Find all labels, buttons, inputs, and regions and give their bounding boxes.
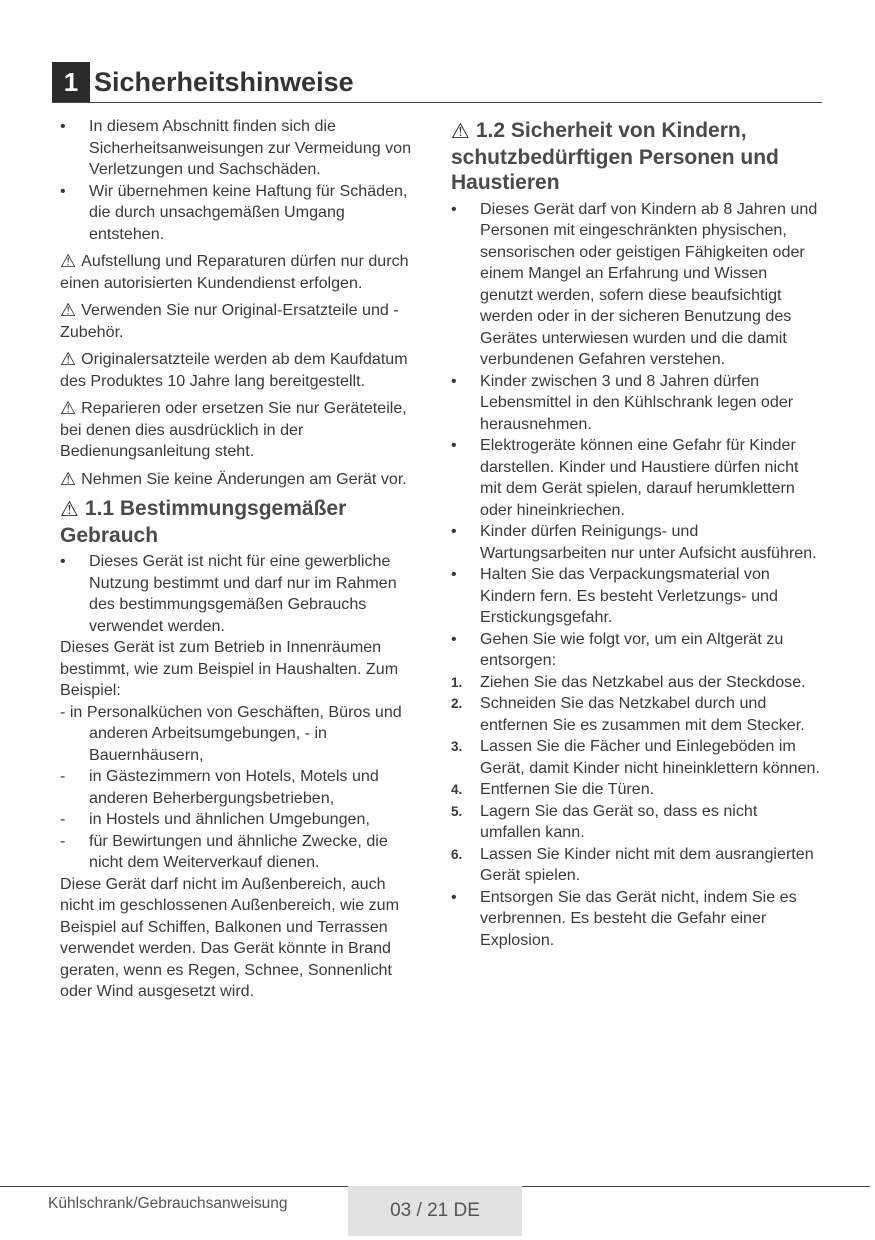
footer-doc-title: Kühlschrank/Gebrauchsanweisung [48, 1195, 288, 1212]
page-title: Sicherheitshinweise [94, 67, 354, 97]
step-item [451, 844, 821, 887]
list-item: • Kinder dürfen Reinigungs- und Wartungsarbeiten nur unter Aufsicht ausführen. [451, 522, 817, 562]
bullet-text: Dieses Gerät darf von Kindern ab 8 Jahren und Personen mit eingeschränkten physischen, sensorischen oder geistigen Fähigkeiten oder einem Mangel an Erfahrung und Wissen genutzt werden, sofern diese beaufsichtigt werden oder in der sicheren Benutzung des Gerätes unterwiesen wurden und die damit verbundenen Gefahren verstehen. [480, 199, 818, 368]
dash-text: in Hostels und ähnlichen Umgebungen, [89, 810, 370, 828]
dash-item: - in Hostels und ähnlichen Umgebungen, [60, 810, 370, 828]
warning-triangle-icon: ⚠ [451, 120, 470, 143]
warning-note [60, 469, 420, 491]
section-title: 1.2 Sicherheit von Kindern, schutzbedürftigen Personen und Haustieren [451, 119, 779, 194]
left-column [60, 116, 420, 1003]
step-number: 5. [451, 803, 463, 819]
bullet-text: Elektrogeräte können eine Gefahr für Kinder darstellen. Kinder und Haustiere dürfen nicht mit dem Gerät spielen, darauf herumklettern oder hineinkriechen. [480, 436, 799, 519]
warning-note [60, 398, 420, 463]
warning-triangle-icon: ⚠ [60, 300, 77, 320]
dash-text: für Bewirtungen und ähnliche Zwecke, die nicht dem Weiterverkauf dienen. [89, 831, 388, 871]
warning-text: Reparieren oder ersetzen Sie nur Geräteteile, bei denen dies ausdrücklich in der Bedienungsanleitung steht. [60, 399, 407, 460]
step-text: Lagern Sie das Gerät so, dass es nicht umfallen kann. [480, 801, 758, 841]
step-item [451, 801, 821, 844]
list-item: • Elektrogeräte können eine Gefahr für Kinder darstellen. Kinder und Haustiere dürfen nicht mit dem Gerät spielen, darauf herumklettern oder hineinkriechen. [451, 436, 799, 519]
section-title: 1.1 Bestimmungsgemäßer Gebrauch [60, 497, 347, 547]
list-item: • Dieses Gerät ist nicht für eine gewerbliche Nutzung bestimmt und darf nur im Rahmen des bestimmungsgemäßen Gebrauchs verwendet werden. [60, 552, 397, 635]
bullet-text: Gehen Sie wie folgt vor, um ein Altgerät zu entsorgen: [480, 629, 784, 669]
list-item: • Entsorgen Sie das Gerät nicht, indem Sie es verbrennen. Es besteht die Gefahr einer Explosion. [451, 887, 797, 949]
dash-item: - für Bewirtungen und ähnliche Zwecke, die nicht dem Weiterverkauf dienen. [60, 831, 388, 871]
step-item [451, 693, 821, 736]
step-number: 1. [451, 674, 463, 690]
warning-triangle-icon: ⚠ [60, 349, 77, 369]
chapter-header [52, 62, 822, 103]
bullet-text: Entsorgen Sie das Gerät nicht, indem Sie es verbrennen. Es besteht die Gefahr einer Explosion. [480, 887, 797, 949]
warning-text: Originalersatzteile werden ab dem Kaufdatum des Produktes 10 Jahre lang bereitgestellt. [60, 350, 408, 390]
bullet-text: Kinder dürfen Reinigungs- und Wartungsarbeiten nur unter Aufsicht ausführen. [480, 522, 817, 562]
step-text: Ziehen Sie das Netzkabel aus der Steckdose. [480, 672, 806, 691]
step-text: Entfernen Sie die Türen. [480, 780, 655, 798]
bullet-text: Wir übernehmen keine Haftung für Schäden, die durch unsachgemäßen Umgang entstehen. [89, 181, 408, 243]
section-heading [451, 118, 821, 196]
step-number: 4. [451, 782, 463, 797]
bullet-text: Dieses Gerät ist nicht für eine gewerbliche Nutzung bestimmt und darf nur im Rahmen des bestimmungsgemäßen Gebrauchs verwendet werden. [89, 552, 397, 635]
step-item [451, 736, 821, 779]
list-item: • In diesem Abschnitt finden sich die Sicherheitsanweisungen zur Vermeidung von Verletzungen und Sachschäden. [60, 117, 412, 178]
step-text: Schneiden Sie das Netzkabel durch und entfernen Sie es zusammen mit dem Stecker. [480, 694, 805, 734]
warning-text: Nehmen Sie keine Änderungen am Gerät vor. [81, 469, 407, 488]
section-heading [60, 496, 420, 548]
list-item: • Gehen Sie wie folgt vor, um ein Altgerät zu entsorgen: [451, 629, 784, 669]
dash-item: - in Gästezimmern von Hotels, Motels und anderen Beherbergungsbetrieben, [60, 767, 379, 807]
step-number: 2. [451, 696, 463, 711]
step-item [451, 672, 821, 694]
bullet-text: In diesem Abschnitt finden sich die Sicherheitsanweisungen zur Vermeidung von Verletzungen und Sachschäden. [89, 117, 412, 178]
step-text: Lassen Sie Kinder nicht mit dem ausrangierten Gerät spielen. [480, 844, 814, 884]
warning-triangle-icon: ⚠ [60, 398, 77, 418]
paragraph: Diese Gerät darf nicht im Außenbereich, auch nicht im geschlossenen Außenbereich, wie zum Beispiel auf Schiffen, Balkonen und Terrassen verwendet werden. Das Gerät könnte in Brand geraten, wenn es Regen, Schnee, Sonnenlicht oder Wind ausgesetzt wird. [60, 874, 400, 1000]
list-item: • Wir übernehmen keine Haftung für Schäden, die durch unsachgemäßen Umgang entstehen. [60, 181, 408, 243]
warning-triangle-icon: ⚠ [60, 468, 77, 489]
bullet-text: Halten Sie das Verpackungsmaterial von Kindern fern. Es besteht Verletzungs- und Erstickungsgefahr. [480, 565, 778, 626]
warning-note [60, 300, 420, 343]
list-item: • Dieses Gerät darf von Kindern ab 8 Jahren und Personen mit eingeschränkten physischen, sensorischen oder geistigen Fähigkeiten oder einem Mangel an Erfahrung und Wissen genutzt werden, sofern diese beaufsichtigt werden oder in der sicheren Benutzung des Gerätes unterwiesen wurden und die damit verbundenen Gefahren verstehen. [451, 199, 818, 368]
dash-text: in Gästezimmern von Hotels, Motels und anderen Beherbergungsbetrieben, [89, 767, 379, 807]
warning-note [60, 251, 420, 294]
page-number: 03 / 21 DE [348, 1186, 522, 1236]
warning-text: Aufstellung und Reparaturen dürfen nur durch einen autorisierten Kundendienst erfolgen. [60, 252, 409, 292]
step-text: Lassen Sie die Fächer und Einlegeböden im Gerät, damit Kinder nicht hineinklettern können. [480, 737, 820, 777]
step-number: 6. [451, 846, 463, 862]
bullet-text: Kinder zwischen 3 und 8 Jahren dürfen Lebensmittel in den Kühlschrank legen oder herausnehmen. [480, 371, 794, 433]
warning-note [60, 349, 420, 392]
chapter-number-badge: 1 [52, 62, 90, 102]
list-item: • Halten Sie das Verpackungsmaterial von Kindern fern. Es besteht Verletzungs- und Erstickungsgefahr. [451, 565, 778, 626]
paragraph: Dieses Gerät ist zum Betrieb in Innenräumen bestimmt, wie zum Beispiel in Haushalten. Zum Beispiel: [60, 638, 399, 699]
step-item [451, 779, 821, 801]
dash-item: - in Personalküchen von Geschäften, Büros und anderen Arbeitsumgebungen, - in Bauernhäusern, [60, 702, 402, 764]
right-column [451, 118, 821, 951]
step-number: 3. [451, 739, 463, 754]
warning-text: Verwenden Sie nur Original-Ersatzteile und -Zubehör. [60, 301, 399, 341]
list-item: • Kinder zwischen 3 und 8 Jahren dürfen Lebensmittel in den Kühlschrank legen oder herausnehmen. [451, 371, 794, 433]
warning-triangle-icon: ⚠ [60, 251, 77, 271]
warning-triangle-icon: ⚠ [60, 498, 79, 521]
